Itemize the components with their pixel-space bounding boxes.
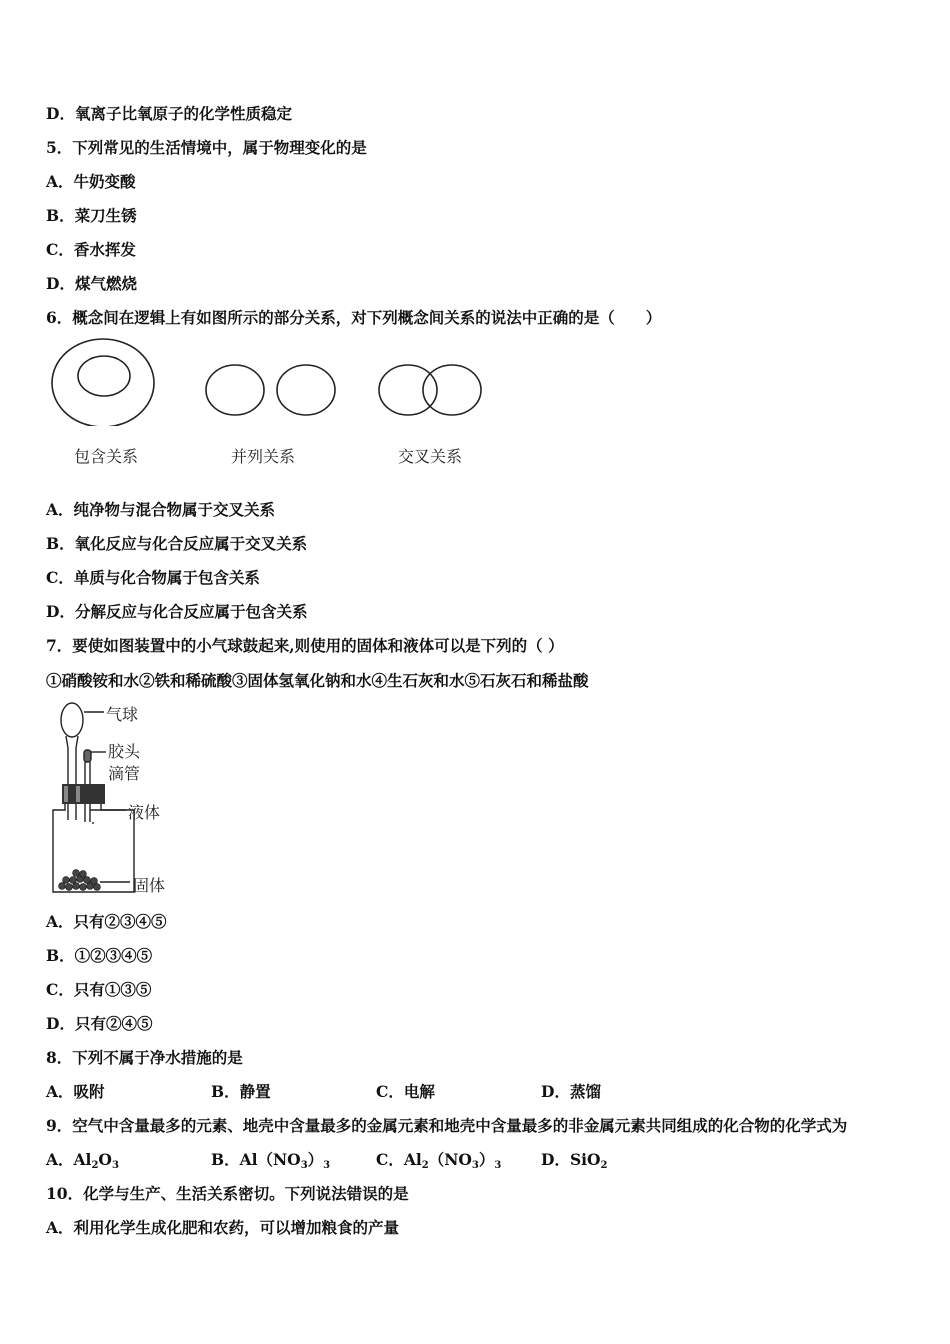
q6-option-a: A．纯净物与混合物属于交叉关系: [46, 500, 276, 519]
q5-option-b: B．菜刀生锈: [46, 206, 137, 225]
label-solid: 固体: [133, 876, 166, 895]
dropper-bulb: [84, 750, 91, 762]
q6-option-c: C．单质与化合物属于包含关系: [46, 568, 260, 587]
q8-stem: 8．下列不属于净水措施的是: [46, 1048, 243, 1067]
label-dropper-2: 滴管: [108, 764, 141, 783]
q7-stem: 7．要使如图装置中的小气球鼓起来,则使用的固体和液体可以是下列的（ ）: [46, 636, 564, 655]
cross-right-circle: [423, 365, 481, 415]
q4-option-d: D．氧离子比氧原子的化学性质稳定: [46, 104, 292, 123]
inclusion-inner-circle: [78, 356, 130, 396]
q9-options-row: [46, 1148, 646, 1170]
q7-choices: ①硝酸铵和水②铁和稀硫酸③固体氢氧化钠和水④生石灰和水⑤石灰石和稀盐酸: [46, 671, 589, 690]
q6-option-b: B．氧化反应与化合反应属于交叉关系: [46, 534, 308, 553]
caption-inclusion: 包含关系: [74, 447, 139, 466]
caption-cross: 交叉关系: [398, 447, 463, 466]
q7-option-a: A．只有②③④⑤: [46, 912, 167, 931]
label-dropper-1: 胶头: [108, 742, 141, 761]
q7-option-d: D．只有②④⑤: [46, 1014, 153, 1033]
label-liquid: 液体: [128, 803, 161, 822]
inclusion-outer-circle: [52, 339, 154, 426]
venn-diagram-figure: [40, 336, 500, 426]
q8-option-a: A．吸附: [46, 1082, 105, 1101]
solid-particles: [59, 870, 101, 891]
cross-left-circle: [379, 365, 437, 415]
q9-option-d: D．SiO$_2$: [541, 1150, 608, 1171]
parallel-right-circle: [277, 365, 335, 415]
rubber-stopper: [62, 784, 105, 804]
q9-stem: 9．空气中含量最多的元素、地壳中含量最多的金属元素和地壳中含量最多的非金属元素共同组成的化合物的化学式为: [46, 1116, 848, 1135]
q5-option-a: A．牛奶变酸: [46, 172, 136, 191]
q10-stem: 10．化学与生产、生活关系密切。下列说法错误的是: [46, 1184, 409, 1203]
q8-option-c: C．电解: [376, 1082, 435, 1101]
parallel-left-circle: [206, 365, 264, 415]
q8-options-row: [46, 1080, 646, 1102]
q8-option-d: D．蒸馏: [541, 1082, 601, 1101]
q10-option-a: A．利用化学生成化肥和农药，可以增加粮食的产量: [46, 1218, 400, 1237]
label-balloon: 气球: [106, 705, 139, 724]
q7-option-b: B．①②③④⑤: [46, 946, 153, 965]
q5-stem: 5．下列常见的生活情境中，属于物理变化的是: [46, 138, 367, 157]
q5-option-d: D．煤气燃烧: [46, 274, 137, 293]
q9-option-a: A．$Al_2O_3$: [46, 1150, 119, 1171]
q6-option-d: D．分解反应与化合反应属于包含关系: [46, 602, 308, 621]
q6-stem: 6．概念间在逻辑上有如图所示的部分关系，对下列概念间关系的说法中正确的是（ ）: [46, 308, 662, 327]
apparatus-figure: [48, 700, 188, 896]
q8-option-b: B．静置: [211, 1082, 271, 1101]
q5-option-c: C．香水挥发: [46, 240, 136, 259]
caption-parallel: 并列关系: [231, 447, 296, 466]
balloon-shape: [61, 703, 83, 737]
q9-option-c: C．$Al_2(NO_3)_3$: [376, 1150, 502, 1171]
q9-option-b: B．$Al(NO_3)_3$: [211, 1150, 331, 1171]
q7-option-c: C．只有①③⑤: [46, 980, 152, 999]
